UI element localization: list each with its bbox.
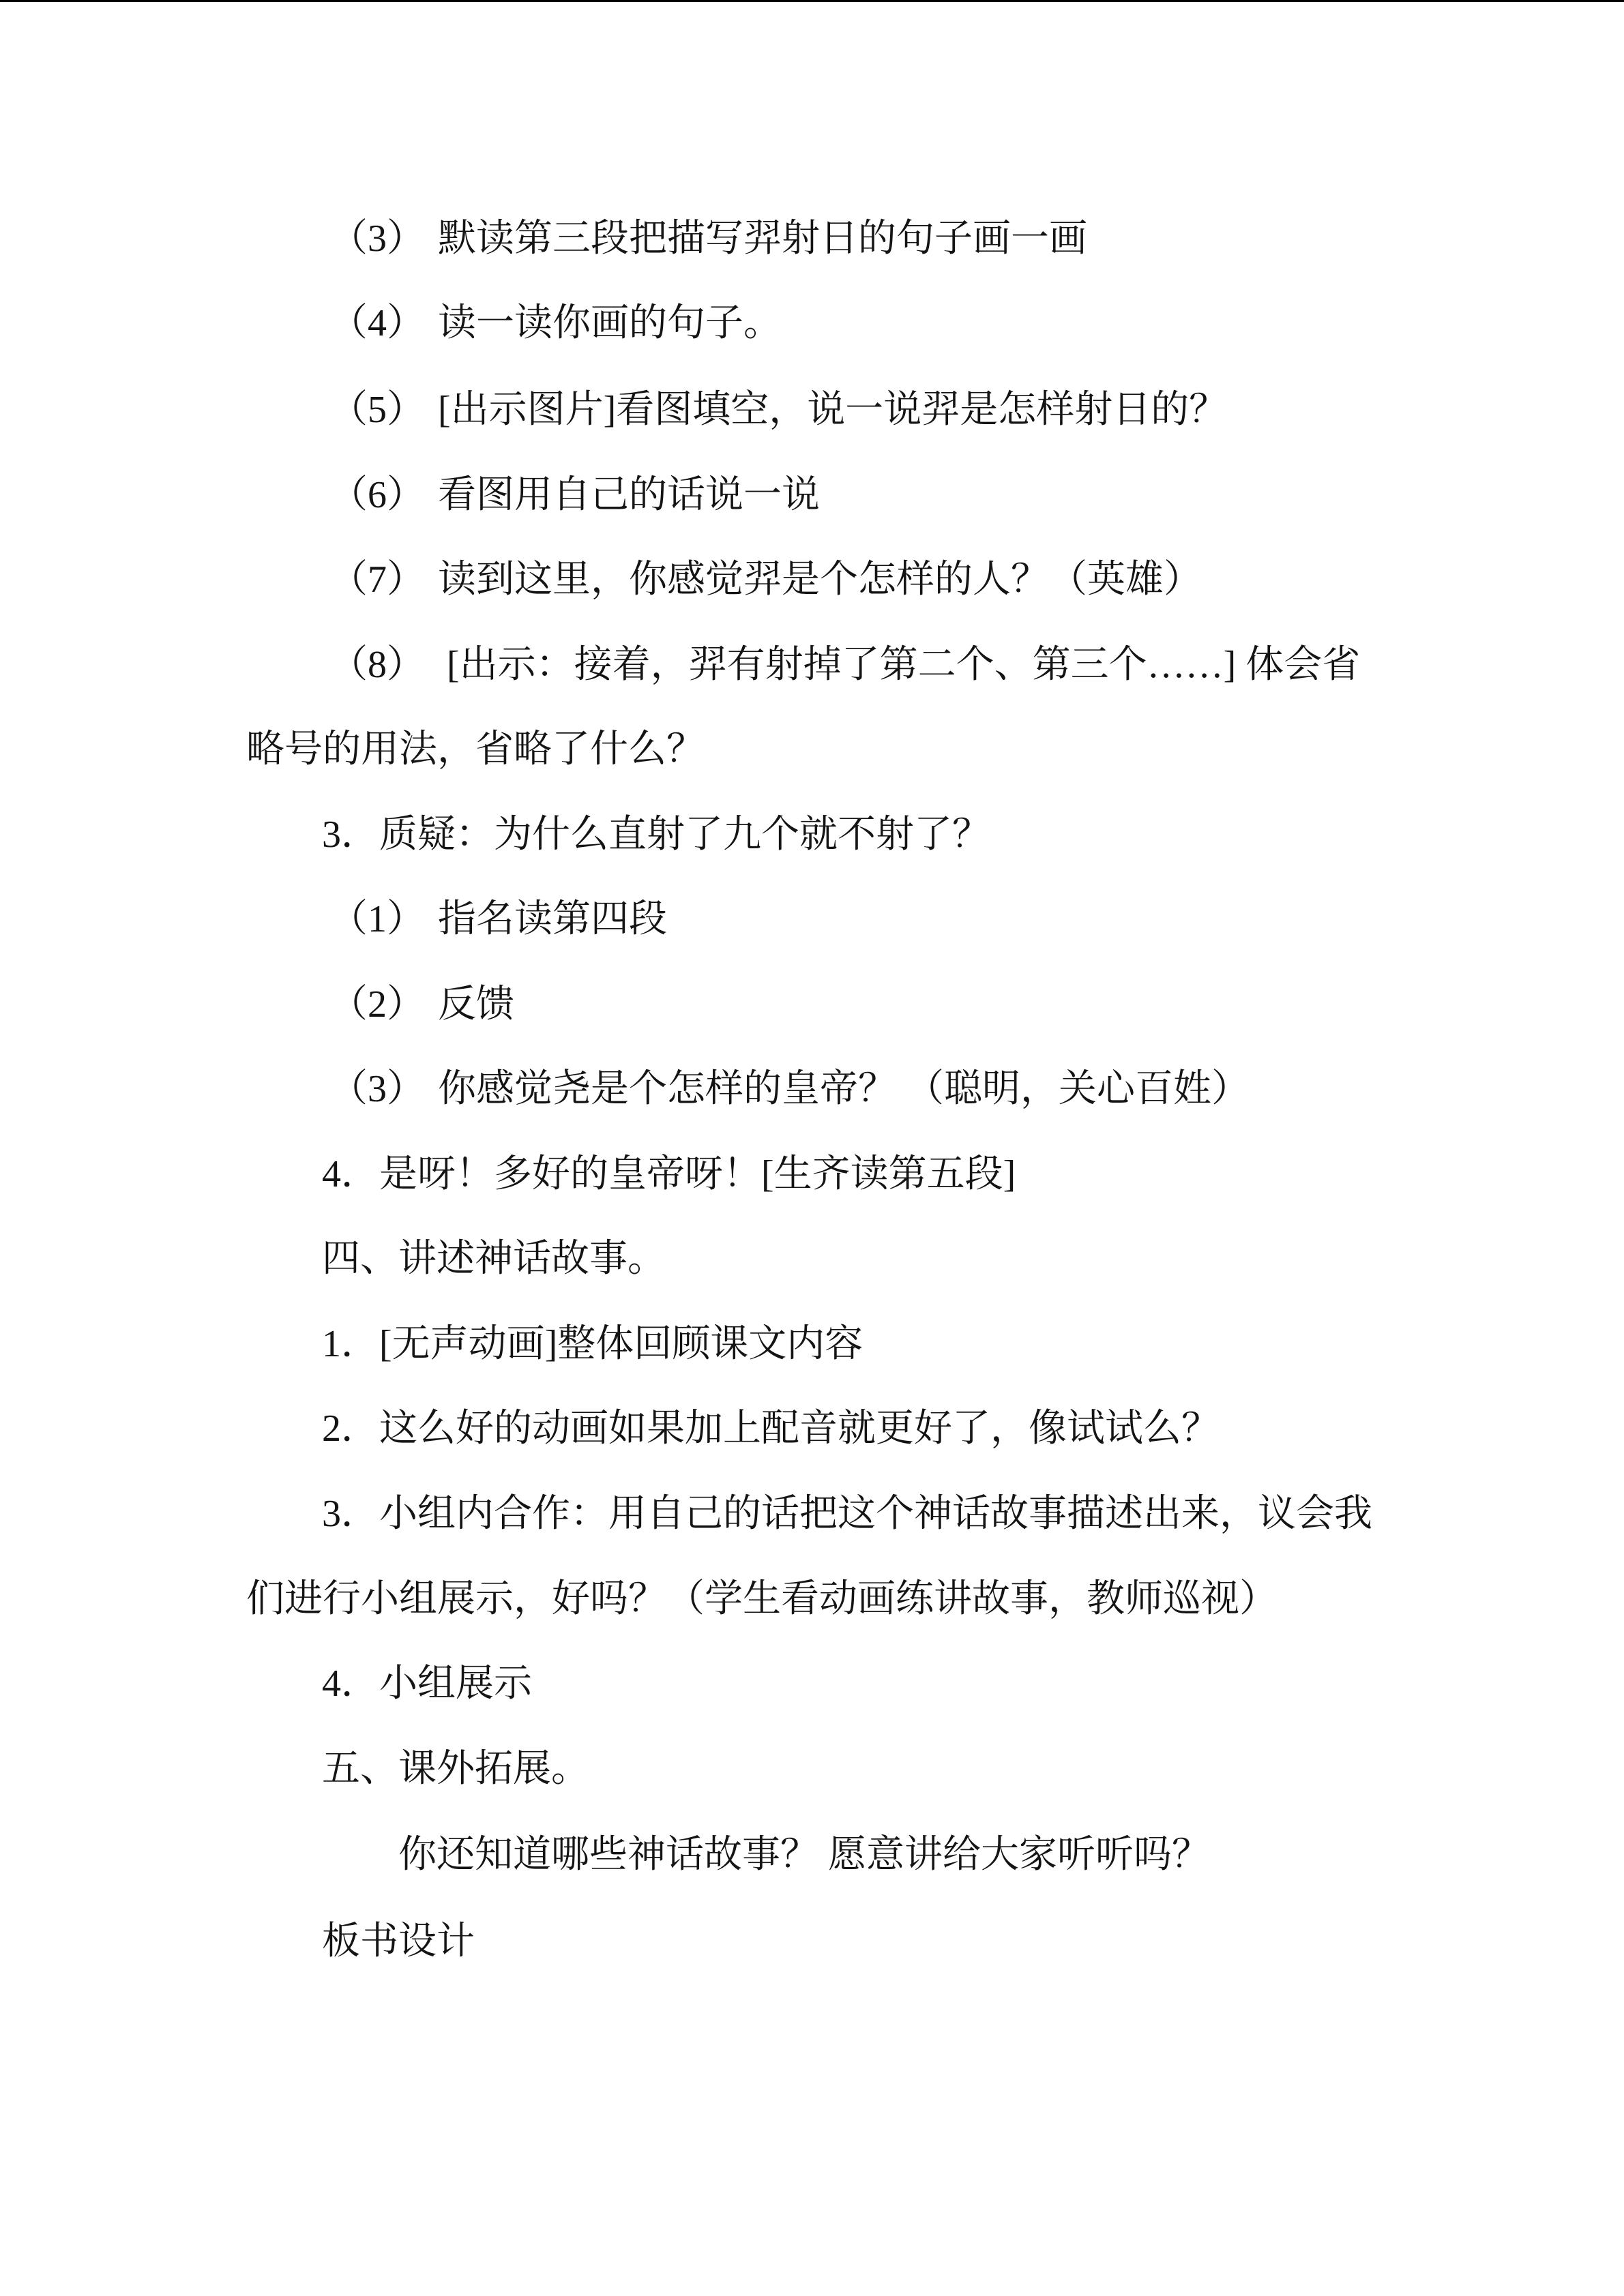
page-top-edge bbox=[0, 0, 1624, 2]
step-4-text: 4．是呀！多好的皇帝呀！[生齐读第五段] bbox=[322, 1153, 1016, 1195]
item-text: 默读第三段把描写羿射日的句子画一画 bbox=[438, 218, 1087, 260]
list-item bbox=[0, 296, 1624, 351]
list-item bbox=[0, 638, 1624, 692]
section-paragraph bbox=[0, 1828, 1624, 1882]
item-number: （3） bbox=[329, 218, 425, 260]
item-number: （8） bbox=[329, 644, 425, 686]
step-paragraph bbox=[0, 1487, 1624, 1541]
item-text-continued: 略号的用法，省略了什么？ bbox=[246, 728, 705, 771]
step-paragraph bbox=[0, 1317, 1624, 1371]
item-text: 指名读第四段 bbox=[438, 898, 667, 940]
section-heading bbox=[0, 1914, 1624, 1969]
step-paragraph bbox=[0, 1656, 1624, 1711]
step-paragraph bbox=[0, 1147, 1624, 1202]
list-item bbox=[0, 383, 1624, 437]
list-item bbox=[0, 977, 1624, 1032]
list-item bbox=[0, 552, 1624, 607]
list-item-continuation bbox=[0, 722, 1624, 777]
list-item bbox=[0, 892, 1624, 946]
section-heading bbox=[0, 1742, 1624, 1796]
item-number: （1） bbox=[329, 898, 425, 940]
section-5-prompt: 你还知道哪些神话故事？ 愿意讲给大家听听吗？ bbox=[398, 1834, 1210, 1876]
item-number: （2） bbox=[329, 983, 425, 1026]
section-4-step: 1．[无声动画]整体回顾课文内容 bbox=[322, 1323, 863, 1365]
list-item bbox=[0, 211, 1624, 266]
item-text: 看图用自己的话说一说 bbox=[438, 474, 820, 516]
list-item bbox=[0, 468, 1624, 522]
item-number: （7） bbox=[329, 558, 425, 601]
item-text: 你感觉尧是个怎样的皇帝？ （聪明，关心百姓） bbox=[438, 1068, 1250, 1110]
list-item bbox=[0, 1062, 1624, 1116]
item-text: 读一读你画的句子。 bbox=[438, 302, 782, 344]
section-4-step: 3．小组内合作：用自己的话把这个神话故事描述出来，议会我 bbox=[322, 1493, 1372, 1535]
item-text: [出示：接着，羿有射掉了第二个、第三个……] 体会省 bbox=[447, 644, 1361, 686]
step-paragraph bbox=[0, 1401, 1624, 1456]
board-design-heading: 板书设计 bbox=[322, 1920, 475, 1963]
section-4-step: 2．这么好的动画如果加上配音就更好了，像试试么？ bbox=[322, 1407, 1220, 1450]
item-text: 反馈 bbox=[438, 983, 514, 1026]
item-number: （3） bbox=[329, 1068, 425, 1110]
section-4-heading: 四、讲述神话故事。 bbox=[322, 1238, 666, 1280]
step-3-heading: 3．质疑：为什么直射了九个就不射了？ bbox=[322, 814, 990, 856]
section-4-step: 4．小组展示 bbox=[322, 1663, 532, 1705]
section-5-heading: 五、课外拓展。 bbox=[322, 1748, 589, 1790]
item-number: （6） bbox=[329, 474, 425, 516]
item-number: （5） bbox=[329, 389, 425, 431]
step-paragraph-continuation bbox=[0, 1572, 1624, 1626]
item-text: [出示图片]看图填空，说一说羿是怎样射日的？ bbox=[438, 389, 1228, 431]
section-heading bbox=[0, 1232, 1624, 1286]
section-4-step-continued: 们进行小组展示，好吗？（学生看动画练讲故事，教师巡视） bbox=[246, 1578, 1278, 1620]
item-text: 读到这里，你感觉羿是个怎样的人？（英雄） bbox=[438, 558, 1202, 601]
item-number: （4） bbox=[329, 302, 425, 344]
step-heading bbox=[0, 807, 1624, 862]
